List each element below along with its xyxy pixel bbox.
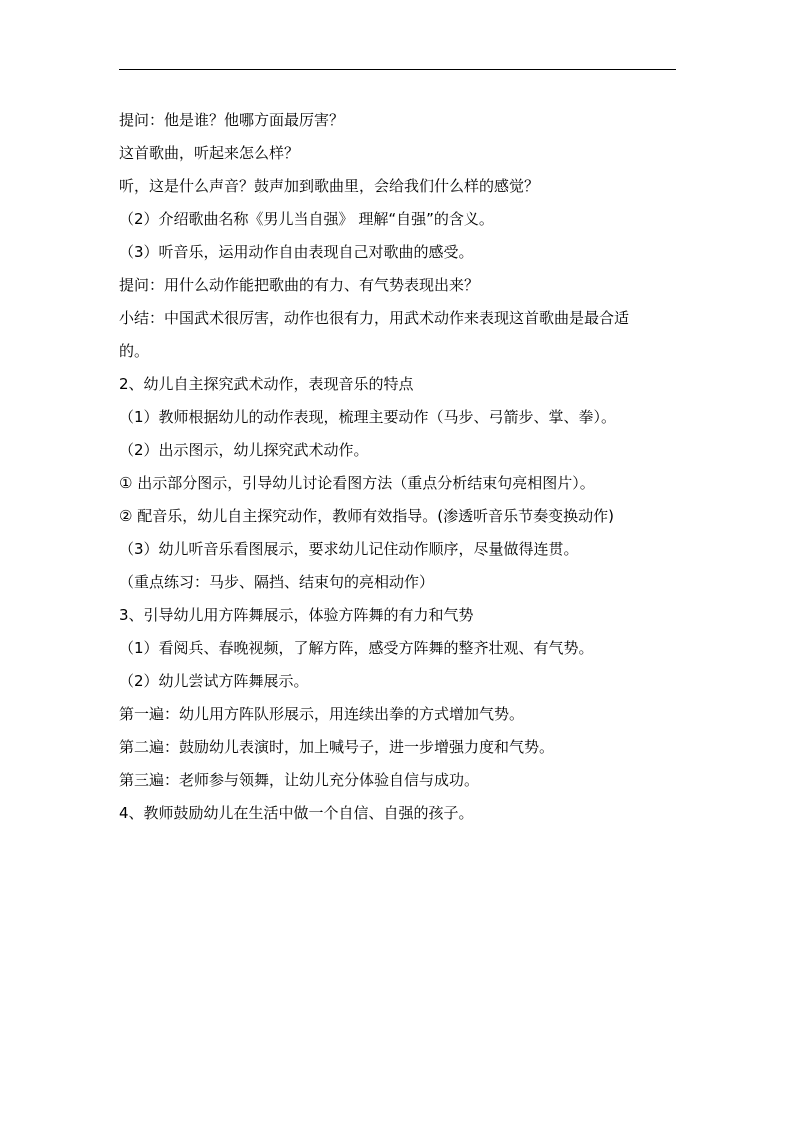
- summary-continued-line: 的。: [119, 342, 150, 360]
- key-practice-line: （重点练习：马步、隔挡、结束句的亮相动作）: [119, 573, 435, 591]
- first-pass-line: 第一遍：幼儿用方阵队形展示，用连续出拳的方式增加气势。: [119, 705, 525, 723]
- step-watch-video-line: （1）看阅兵、春晚视频，了解方阵，感受方阵舞的整齐壮观、有气势。: [119, 639, 594, 657]
- question-movement-line: 提问：用什么动作能把歌曲的有力、有气势表现出来？: [119, 276, 480, 294]
- summary-line: 小结：中国武术很厉害，动作也很有力，用武术动作来表现这首歌曲是最合适: [119, 309, 630, 327]
- question-how-sound-line: 这首歌曲，听起来怎么样？: [119, 144, 300, 162]
- question-who-line: 提问：他是谁？他哪方面最厉害？: [119, 111, 345, 129]
- third-pass-line: 第三遍：老师参与领舞，让幼儿充分体验自信与成功。: [119, 771, 480, 789]
- question-drum-line: 听，这是什么声音？鼓声加到歌曲里，会给我们什么样的感觉？: [119, 177, 540, 195]
- document-body: [119, 104, 679, 830]
- second-pass-line: 第二遍：鼓励幼儿表演时，加上喊号子，进一步增强力度和气势。: [119, 738, 555, 756]
- step-teacher-sort-line: （1）教师根据幼儿的动作表现，梳理主要动作（马步、弓箭步、掌、拳）。: [119, 408, 617, 426]
- substep-1-line: ① 出示部分图示，引导幼儿讨论看图方法（重点分析结束句亮相图片）。: [119, 474, 595, 492]
- step-show-diagram-line: （2）出示图示，幼儿探究武术动作。: [119, 441, 369, 459]
- step-listen-show-line: （3）幼儿听音乐看图展示，要求幼儿记住动作顺序，尽量做得连贯。: [119, 540, 579, 558]
- section-2-heading: 2、幼儿自主探究武术动作，表现音乐的特点: [119, 375, 414, 393]
- section-4-heading: 4、教师鼓励幼儿在生活中做一个自信、自强的孩子。: [119, 804, 474, 822]
- substep-2-line: ② 配音乐，幼儿自主探究动作，教师有效指导。(渗透听音乐节奏变换动作): [119, 507, 614, 525]
- step-try-dance-line: （2）幼儿尝试方阵舞展示。: [119, 672, 309, 690]
- step-introduce-song-line: （2）介绍歌曲名称《男儿当自强》 理解“自强”的含义。: [119, 210, 494, 228]
- header-rule: [119, 69, 676, 70]
- section-3-heading: 3、引导幼儿用方阵舞展示，体验方阵舞的有力和气势: [119, 606, 474, 624]
- step-listen-music-line: （3）听音乐，运用动作自由表现自己对歌曲的感受。: [119, 243, 474, 261]
